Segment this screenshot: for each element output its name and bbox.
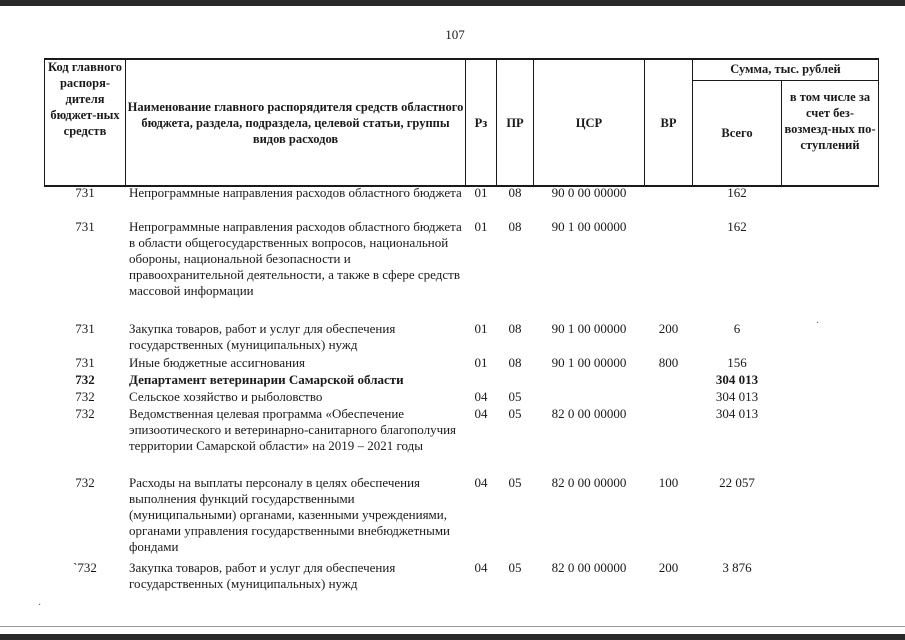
row-csr: 90 0 00 00000 xyxy=(551,185,627,200)
row-name: Ведомственная целевая программа «Обеспечение эпизоотического и ветеринарно-санитарного благополучия территории Самарской области» на 2019 – 2021 годы xyxy=(129,406,457,453)
header-csr: ЦСР xyxy=(575,115,603,130)
row-csr: 82 0 00 00000 xyxy=(551,406,627,421)
row-rz: 01 xyxy=(474,219,488,234)
scan-edge-top xyxy=(0,0,905,6)
row-code: 731 xyxy=(75,219,95,234)
row-total: 304 013 xyxy=(715,406,759,421)
row-pr: 08 xyxy=(508,321,522,336)
row-total: 3 876 xyxy=(722,560,752,575)
row-pr: 05 xyxy=(508,406,522,421)
row-name: Непрограммные направления расходов областного бюджета в области общегосударственных вопросов, национальной обороны, национальной безопасности и правоохранительной деятельности, а также в сфере средств массовой информации xyxy=(129,219,462,298)
row-pr: 08 xyxy=(508,355,522,370)
row-rz: 01 xyxy=(474,355,488,370)
row-name: Закупка товаров, работ и услуг для обеспечения государственных (муниципальных) нужд xyxy=(129,321,396,352)
row-total: 162 xyxy=(727,185,747,200)
row-csr: 90 1 00 00000 xyxy=(551,321,627,336)
row-rz: 01 xyxy=(474,185,488,200)
row-csr: 90 1 00 00000 xyxy=(551,219,627,234)
row-vr: 100 xyxy=(658,475,679,490)
row-rz: 01 xyxy=(474,321,488,336)
row-pr: 08 xyxy=(508,185,522,200)
header-vr: ВР xyxy=(660,115,677,130)
row-csr: 90 1 00 00000 xyxy=(551,355,627,370)
row-name: Сельское хозяйство и рыболовство xyxy=(129,389,323,404)
header-code: Код главного распоря-дителя бюджет-ных средств xyxy=(48,60,122,138)
row-rz: 04 xyxy=(474,475,488,490)
scan-hairline xyxy=(0,626,905,627)
row-name: Непрограммные направления расходов областного бюджета xyxy=(129,185,462,200)
row-code: 731 xyxy=(75,321,95,336)
row-vr: 800 xyxy=(658,355,679,370)
header-pr: ПР xyxy=(506,115,524,130)
row-code: `732 xyxy=(73,560,97,575)
row-vr: 200 xyxy=(658,560,679,575)
page-number: 107 xyxy=(445,27,465,42)
row-code: 731 xyxy=(75,185,95,200)
row-name: Департамент ветеринарии Самарской области xyxy=(129,372,404,387)
row-pr: 05 xyxy=(508,560,522,575)
row-name: Закупка товаров, работ и услуг для обеспечения государственных (муниципальных) нужд xyxy=(129,560,396,591)
row-code: 732 xyxy=(75,372,95,387)
scan-edge-bottom xyxy=(0,634,905,640)
scan-speck: · xyxy=(816,318,820,329)
row-rz: 04 xyxy=(474,560,488,575)
row-total: 156 xyxy=(727,355,747,370)
row-name: Иные бюджетные ассигнования xyxy=(129,355,306,370)
row-total: 162 xyxy=(727,219,747,234)
scan-speck: · xyxy=(38,600,42,611)
header-rz: Рз xyxy=(474,115,488,130)
row-name: Расходы на выплаты персоналу в целях обеспечения выполнения функций государственными (муниципальными) органами, казенными учреждениями, органами управления государственными внебюджетными фондами xyxy=(129,475,451,554)
row-total: 304 013 xyxy=(715,389,759,404)
header-sum: Сумма, тыс. рублей xyxy=(730,62,841,76)
row-code: 732 xyxy=(75,406,95,421)
header-total: Всего xyxy=(721,126,753,140)
row-pr: 08 xyxy=(508,219,522,234)
row-csr: 82 0 00 00000 xyxy=(551,475,627,490)
row-code: 732 xyxy=(75,475,95,490)
row-pr: 05 xyxy=(508,389,522,404)
row-code: 731 xyxy=(75,355,95,370)
row-rz: 04 xyxy=(474,389,488,404)
row-total: 22 057 xyxy=(719,475,755,490)
row-vr: 200 xyxy=(658,321,679,336)
row-code: 732 xyxy=(75,389,95,404)
row-csr: 82 0 00 00000 xyxy=(551,560,627,575)
header-incl: в том числе за счет без-возмезд-ных по-ступлений xyxy=(784,90,876,152)
row-total: 304 013 xyxy=(715,372,759,387)
row-rz: 04 xyxy=(474,406,488,421)
header-name: Наименование главного распорядителя средств областного бюджета, раздела, подраздела, целевой статьи, группы видов расходов xyxy=(127,99,464,146)
row-total: 6 xyxy=(733,321,741,336)
row-pr: 05 xyxy=(508,475,522,490)
